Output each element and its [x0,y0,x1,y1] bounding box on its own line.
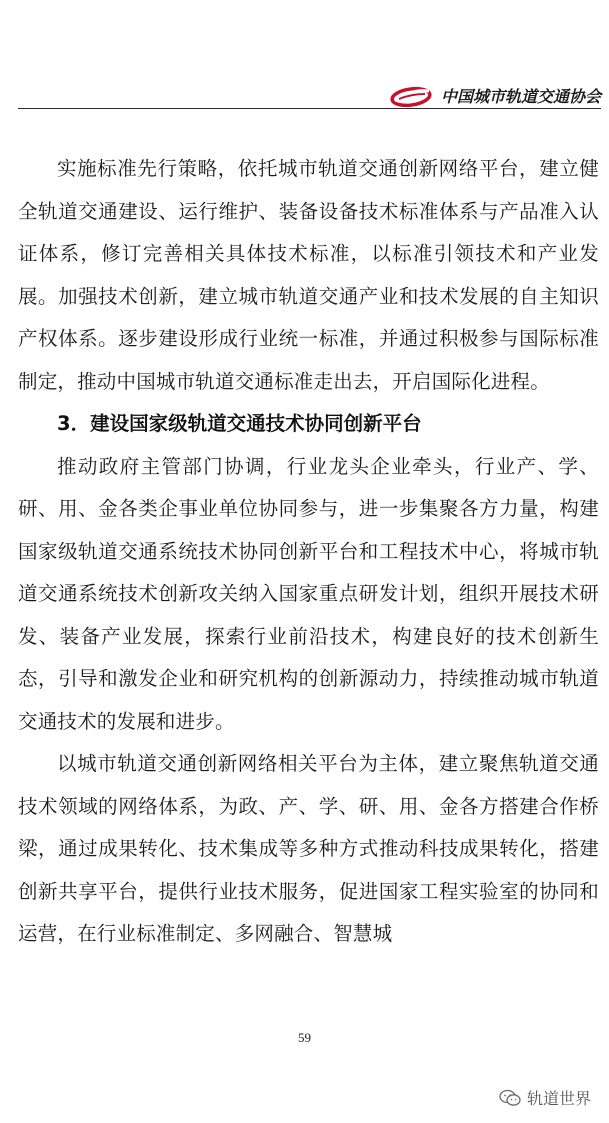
red-swoosh-logo-icon [389,85,435,107]
paragraph-standards: 实施标准先行策略，依托城市轨道交通创新网络平台，建立健全轨道交通建设、运行维护、装备设备技术标准体系与产品准入认证体系，修订完善相关具体技术标准，以标准引领技术和产业发展。加强技术创新，建立城市轨道交通产业和技术发展的自主知识产权体系。逐步建设形成行业统一标准，并通过积极参与国际标准制定，推动中国城市轨道交通标准走出去，开启国际化进程。 [18,157,599,393]
body-text [18,148,599,956]
paragraph-innovation-platform: 推动政府主管部门协调，行业龙头企业牵头，行业产、学、研、用、金各类企事业单位协同参与，进一步集聚各方力量，构建国家级轨道交通系统技术协同创新平台和工程技术中心，将城市轨道交通系统技术创新攻关纳入国家重点研发计划，组织开展技术研发、装备产业发展，探索行业前沿技术，构建良好的技术创新生态，引导和激发企业和研究机构的创新源动力，持续推动城市轨道交通技术的发展和进步。 [18,454,599,733]
paragraph-network-system: 以城市轨道交通创新网络相关平台为主体，建立聚焦轨道交通技术领域的网络体系，为政、产、学、研、用、金各方搭建合作桥梁，通过成果转化、技术集成等多种方式推动科技成果转化，搭建创新共享平台，提供行业技术服务，促进国家工程实验室的协同和运营，在行业标准制定、多网融合、智慧城 [18,752,599,945]
header-divider [18,108,601,109]
org-name: 中国城市轨道交通协会 [440,87,601,106]
watermark-text: 轨道世界 [526,1089,591,1108]
header-logo [389,84,601,107]
wechat-icon [499,1089,521,1107]
watermark [499,1086,591,1109]
page-number: 59 [298,1030,311,1045]
section-heading: 3．建设国家级轨道交通技术协同创新平台 [57,412,422,435]
